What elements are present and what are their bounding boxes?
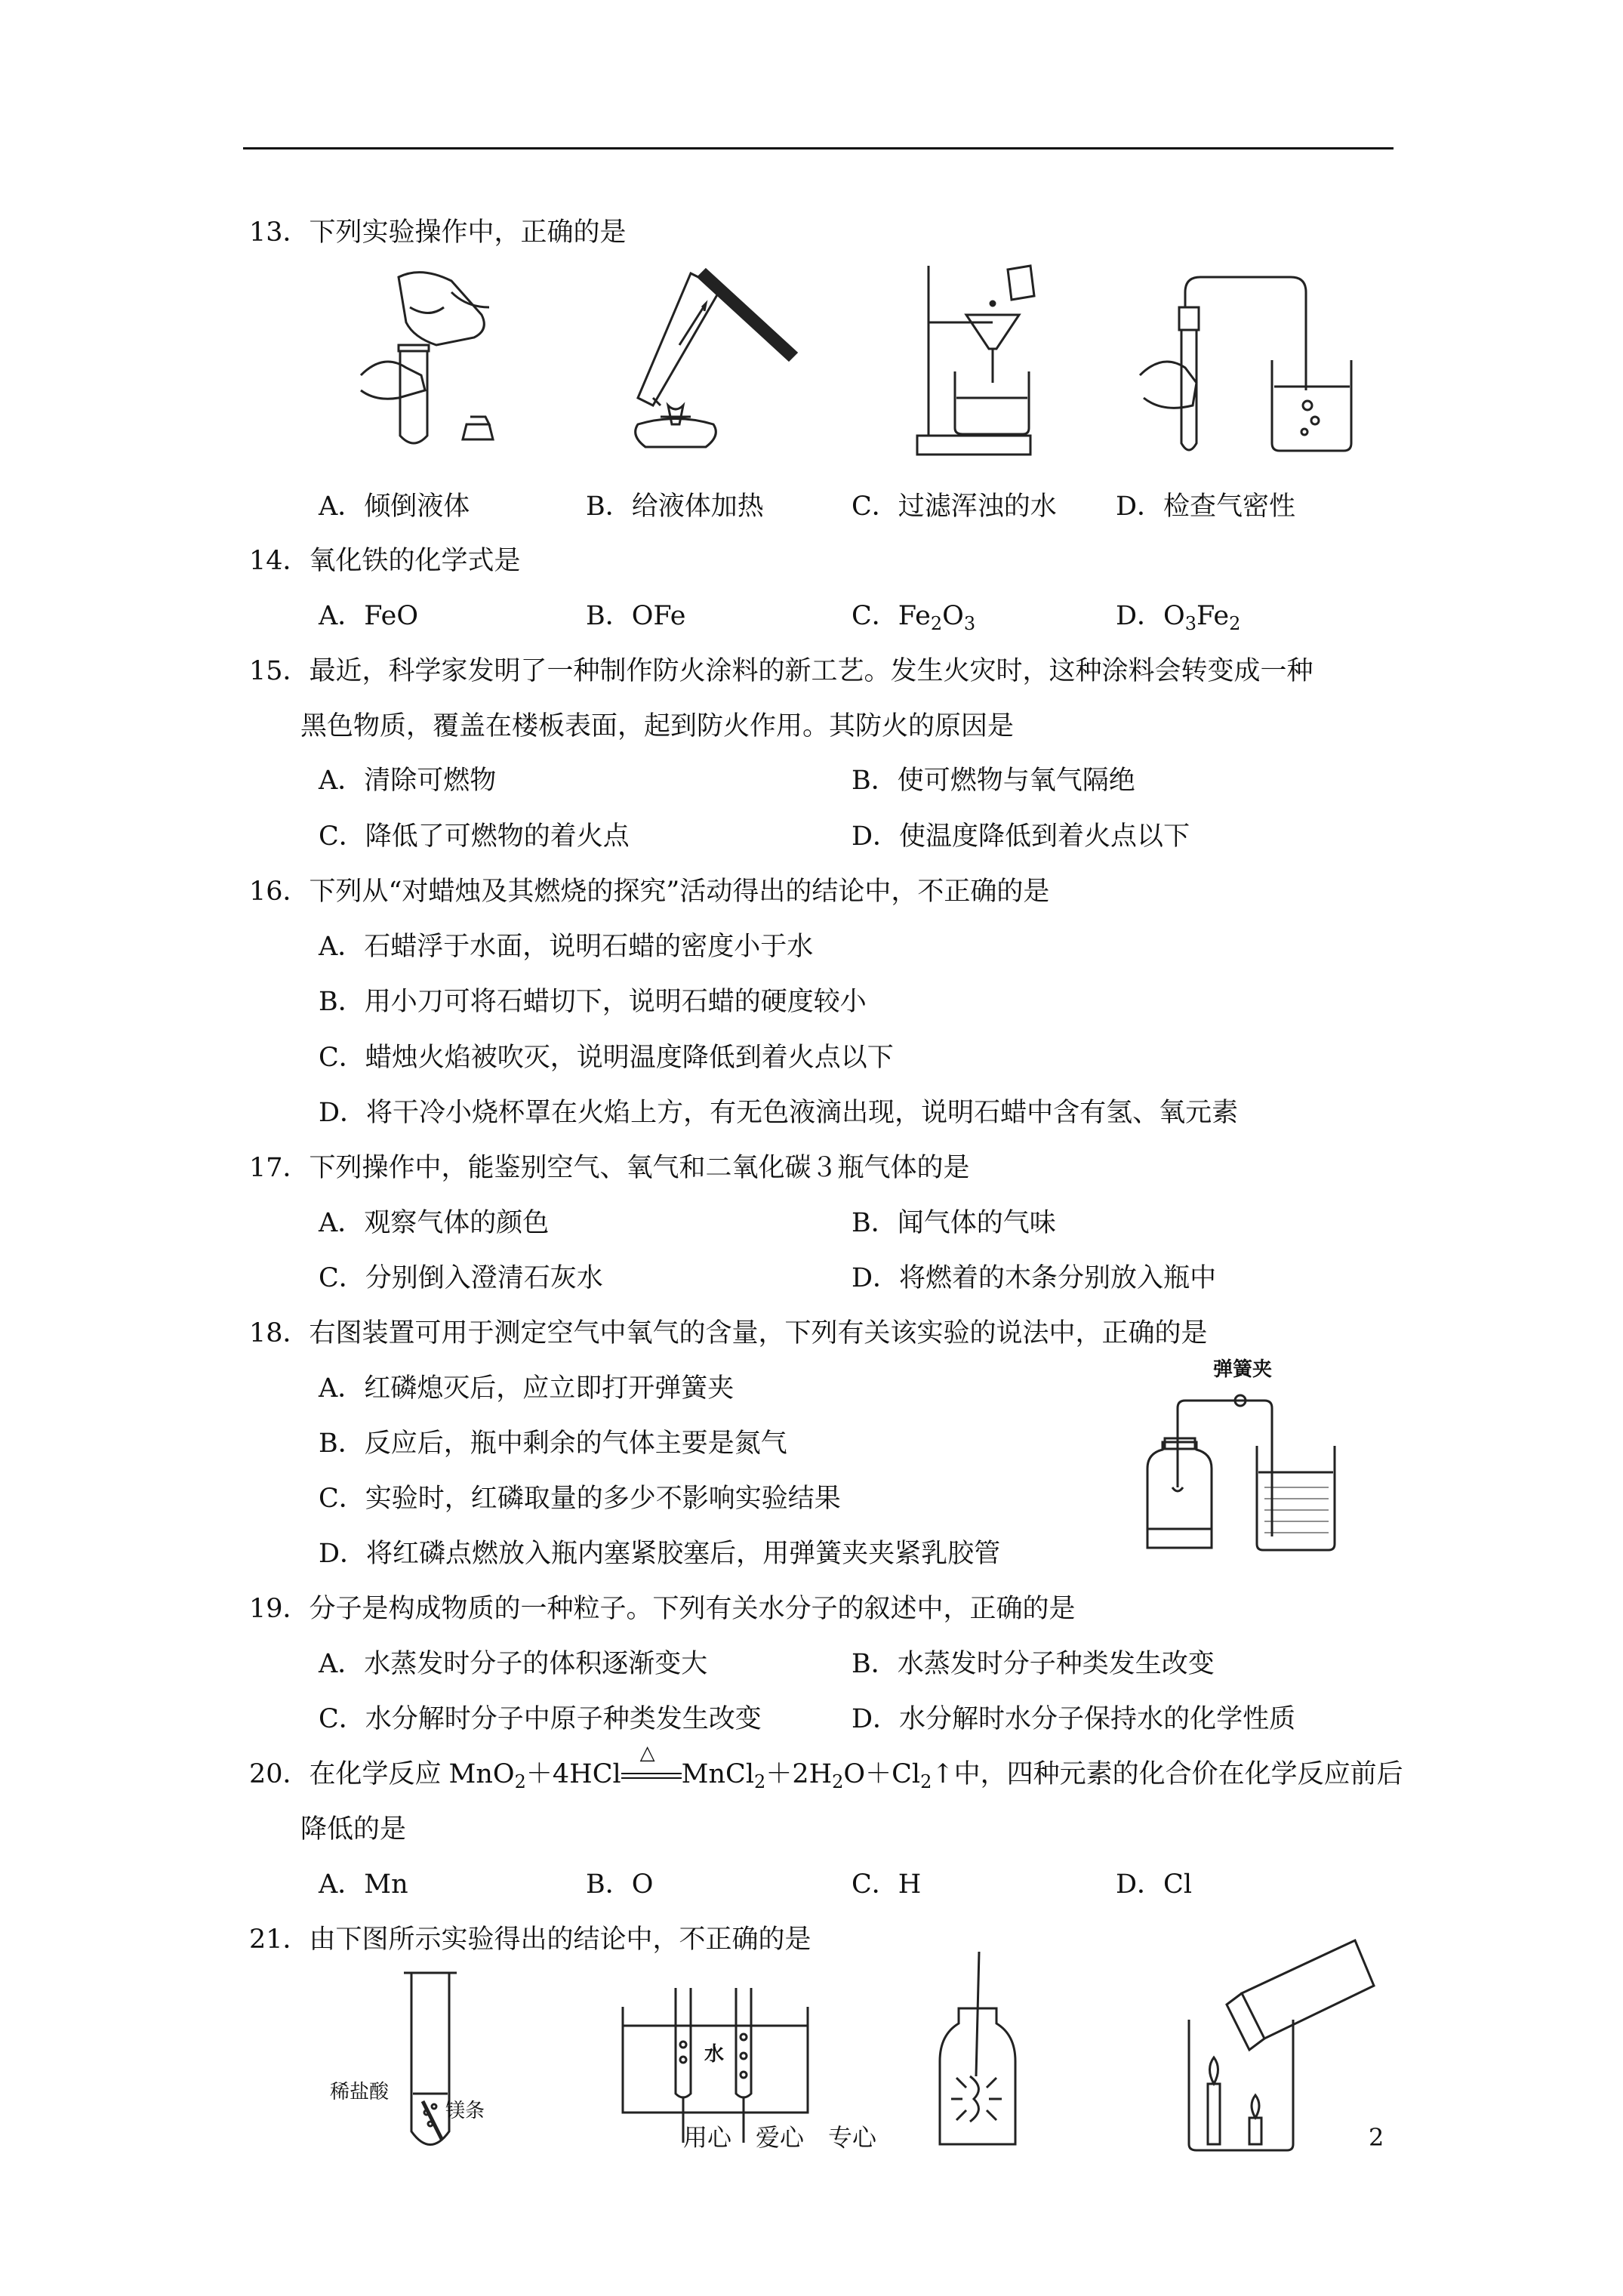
- q17-option-c: C．分别倒入澄清石灰水: [319, 1263, 603, 1293]
- q20-stem-line1: 20．在化学反应 MnO$_2$＋4HCl △ $MnCl_2+2H_2O+Cl_2↑$中，四种元素的化合价在化学反应前后: [249, 1758, 1403, 1790]
- q19-option-b: B．水蒸发时分子种类发生改变: [852, 1649, 1215, 1679]
- q17-option-d: D．将燃着的木条分别放入瓶中: [852, 1263, 1217, 1293]
- q20-option-a: A．Mn: [319, 1869, 408, 1900]
- q21-stem: 21．由下图所示实验得出的结论中，不正确的是: [249, 1925, 812, 1955]
- q17-stem: 17．下列操作中，能鉴别空气、氧气和二氧化碳３瓶气体的是: [249, 1153, 970, 1183]
- figure-airtightness-check: [1132, 262, 1359, 462]
- figure-co2-candles: [1181, 1933, 1378, 2156]
- q16-option-c: C．蜡烛火焰被吹灭，说明温度降低到着火点以下: [319, 1043, 894, 1073]
- figure-filtration: [910, 262, 1038, 458]
- figure-oxygen-content-apparatus: [1144, 1363, 1347, 1559]
- equation-reactant-1: MnO: [448, 1759, 515, 1789]
- q18-option-d: D．将红磷点燃放入瓶内塞紧胶塞后，用弹簧夹夹紧乳胶管: [319, 1539, 1001, 1569]
- label-dilute-hcl: 稀盐酸: [330, 2081, 390, 2103]
- q18-option-c: C．实验时，红磷取量的多少不影响实验结果: [319, 1484, 841, 1514]
- q14-option-a: A．FeO: [319, 601, 419, 631]
- q20-option-d: D．Cl: [1116, 1869, 1193, 1900]
- q17-option-a: A．观察气体的颜色: [319, 1208, 550, 1238]
- q16-option-b: B．用小刀可将石蜡切下，说明石蜡的硬度较小: [319, 987, 867, 1017]
- q14-option-d: D．$O_3Fe_2$: [1116, 601, 1241, 634]
- q15-stem-line2: 黑色物质，覆盖在楼板表面，起到防火作用。其防火的原因是: [300, 711, 1015, 741]
- label-water: 水: [704, 2043, 725, 2066]
- q13-option-a: A．倾倒液体: [319, 492, 470, 522]
- q19-stem: 19．分子是构成物质的一种粒子。下列有关水分子的叙述中，正确的是: [249, 1594, 1076, 1624]
- q15-option-c: C．降低了可燃物的着火点: [319, 821, 630, 852]
- q19-option-c: C．水分解时分子中原子种类发生改变: [319, 1704, 762, 1734]
- figure-iron-wire-burning: [932, 1948, 1023, 2152]
- footer-slogan: 用心 爱心 专心: [683, 2123, 877, 2152]
- q13-option-c: C．过滤浑浊的水: [852, 492, 1057, 522]
- q13-option-b: B．给液体加热: [586, 492, 764, 522]
- figure-magnesium-acid-tube: [396, 1969, 464, 2158]
- figure-heating-liquid: [608, 262, 812, 458]
- q18-option-a: A．红磷熄灭后，应立即打开弹簧夹: [319, 1373, 735, 1404]
- figure-pouring-liquid: [338, 262, 519, 458]
- q13-stem: 13．下列实验操作中，正确的是: [249, 217, 627, 248]
- q15-stem-line1: 15．最近，科学家发明了一种制作防火涂料的新工艺。发生火灾时，这种涂料会转变成一种: [249, 656, 1313, 686]
- q15-option-b: B．使可燃物与氧气隔绝: [852, 766, 1135, 796]
- heat-symbol: △: [639, 1742, 655, 1764]
- reaction-condition: [621, 1742, 682, 1790]
- q20-option-b: B．O: [586, 1869, 654, 1900]
- q20-stem-line2: 降低的是: [300, 1814, 407, 1845]
- q17-option-b: B．闻气体的气味: [852, 1208, 1056, 1238]
- q18-stem: 18．右图装置可用于测定空气中氧气的含量，下列有关该实验的说法中，正确的是: [249, 1318, 1208, 1348]
- q16-stem: 16．下列从“对蜡烛及其燃烧的探究”活动得出的结论中，不正确的是: [249, 877, 1050, 907]
- header-rule: [243, 147, 1394, 149]
- q14-stem: 14．氧化铁的化学式是: [249, 546, 521, 576]
- label-magnesium-strip: 镁条: [445, 2100, 485, 2122]
- q14-option-c: C．$Fe_2O_3$: [852, 601, 976, 634]
- q14-option-b: B．OFe: [586, 601, 686, 631]
- q19-option-a: A．水蒸发时分子的体积逐渐变大: [319, 1649, 708, 1679]
- spring-clip-label: 弹簧夹: [1213, 1358, 1273, 1381]
- q16-option-a: A．石蜡浮于水面，说明石蜡的密度小于水: [319, 932, 814, 962]
- q16-option-d: D．将干冷小烧杯罩在火焰上方，有无色液滴出现，说明石蜡中含有氢、氧元素: [319, 1098, 1239, 1128]
- page-number: 2: [1369, 2123, 1384, 2152]
- q20-option-c: C．H: [852, 1869, 922, 1900]
- q15-option-d: D．使温度降低到着火点以下: [852, 821, 1190, 852]
- q18-option-b: B．反应后，瓶中剩余的气体主要是氮气: [319, 1428, 787, 1459]
- gas-arrow: ↑: [932, 1759, 954, 1789]
- q19-option-d: D．水分解时水分子保持水的化学性质: [852, 1704, 1296, 1734]
- q15-option-a: A．清除可燃物: [319, 766, 497, 796]
- q13-option-d: D．检查气密性: [1116, 492, 1296, 522]
